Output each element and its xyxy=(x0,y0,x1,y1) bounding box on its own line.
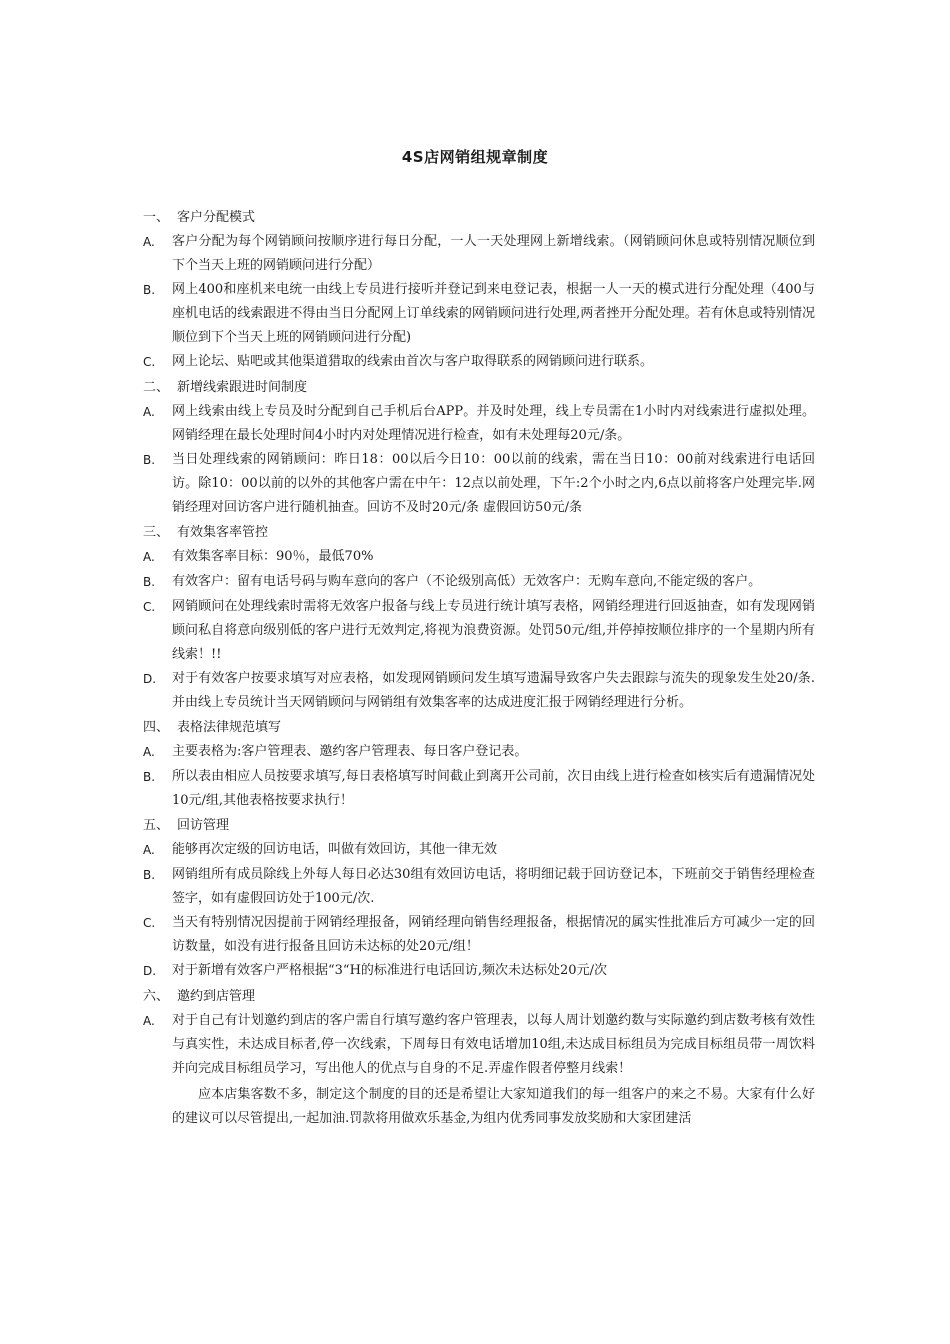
section xyxy=(143,375,815,520)
section-heading xyxy=(143,520,815,545)
item-text: 有效客户：留有电话号码与购车意向的客户（不论级别高低）无效客户：无购车意向,不能定级的客户。 xyxy=(172,574,762,589)
item-letter: A. xyxy=(143,405,155,419)
item-letter: C. xyxy=(143,355,156,369)
item-text: 当天有特别情况因提前于网销经理报备，网销经理向销售经理报备，根据情况的属实性批准后方可减少一定的回访数量，如没有进行报备且回访未达标的处20元/组！ xyxy=(172,915,815,954)
section xyxy=(143,715,815,813)
section-title: 客户分配模式 xyxy=(177,210,256,225)
section-heading xyxy=(143,715,815,740)
section-heading xyxy=(143,984,815,1009)
item-letter: B. xyxy=(143,283,156,297)
list-item xyxy=(143,400,815,448)
item-text: 所以表由相应人员按要求填写,每日表格填写时间截止到离开公司前，次日由线上进行检查如核实后有遗漏情况处10元/组,其他表格按要求执行！ xyxy=(172,769,815,808)
item-letter: B. xyxy=(143,453,156,467)
section-title: 邀约到店管理 xyxy=(177,989,256,1004)
list-item xyxy=(143,278,815,350)
item-letter: B. xyxy=(143,770,156,784)
list-item xyxy=(143,911,815,959)
item-text: 对于有效客户按要求填写对应表格，如发现网销顾问发生填写遗漏导致客户失去跟踪与流失的现象发生处20/条.并由线上专员统计当天网销顾问与网销组有效集客率的达成进度汇报于网销经理进行分析。 xyxy=(172,671,815,710)
list-item xyxy=(143,959,815,984)
item-letter: C. xyxy=(143,916,156,930)
item-letter: A. xyxy=(143,235,155,249)
item-text: 有效集客率目标：90％，最低70% xyxy=(172,549,374,564)
list-item xyxy=(143,1009,815,1081)
section-number: 二、 xyxy=(143,380,170,395)
section-number: 五、 xyxy=(143,818,170,833)
document-title: 4S店网销组规章制度 xyxy=(401,148,549,166)
section xyxy=(143,520,815,715)
item-letter: B. xyxy=(143,575,156,589)
item-text: 对于新增有效客户严格根据“3“H的标准进行电话回访,频次未达标处20元/次 xyxy=(172,963,607,978)
list-item xyxy=(143,765,815,813)
item-text: 网销顾问在处理线索时需将无效客户报备与线上专员进行统计填写表格，网销经理进行回返抽查，如有发现网销顾问私自将意向级别低的客户进行无效判定,将视为浪费资源。处罚50元/组,并停掉按顺位排序的一个星期内所有线索！!! xyxy=(172,599,815,662)
item-text: 网上论坛、贴吧或其他渠道猎取的线索由首次与客户取得联系的网销顾问进行联系。 xyxy=(172,354,654,369)
closing-paragraph: 应本店集客数不多，制定这个制度的目的还是希望让大家知道我们的每一组客户的来之不易。大家有什么好的建议可以尽管提出,一起加油.罚款将用做欢乐基金,为组内优秀同事发放奖励和大家团建活 xyxy=(172,1087,815,1126)
section-title: 回访管理 xyxy=(177,818,230,833)
section-number: 四、 xyxy=(143,720,170,735)
section-number: 六、 xyxy=(143,989,170,1004)
list-item xyxy=(143,545,815,570)
item-letter: C. xyxy=(143,600,156,614)
item-letter: A. xyxy=(143,550,155,564)
item-letter: A. xyxy=(143,843,155,857)
list-item xyxy=(143,595,815,667)
section-heading xyxy=(143,813,815,838)
section xyxy=(143,813,815,984)
section-title: 新增线索跟进时间制度 xyxy=(177,380,308,395)
section xyxy=(143,205,815,375)
list-item xyxy=(143,350,815,375)
list-item xyxy=(143,863,815,911)
section-heading xyxy=(143,205,815,230)
list-item xyxy=(143,740,815,765)
item-letter: D. xyxy=(143,964,157,978)
item-letter: A. xyxy=(143,1014,155,1028)
item-letter: D. xyxy=(143,672,157,686)
section-number: 一、 xyxy=(143,210,170,225)
section-heading xyxy=(143,375,815,400)
section xyxy=(143,984,815,1081)
item-text: 网销组所有成员除线上外每人每日必达30组有效回访电话，将明细记载于回访登记本，下班前交于销售经理检查签字，如有虚假回访处于100元/次. xyxy=(172,867,815,906)
list-item xyxy=(143,448,815,520)
item-text: 主要表格为:客户管理表、邀约客户管理表、每日客户登记表。 xyxy=(172,744,528,759)
item-text: 对于自己有计划邀约到店的客户需自行填写邀约客户管理表，以每人周计划邀约数与实际邀约到店数考核有效性与真实性，未达成目标者,停一次线索，下周每日有效电话增加10组,未达成目标组员为完成目标组员带一周饮料并向完成目标组员学习，写出他人的优点与自身的不足.弄虚作假者停整月线索！ xyxy=(172,1013,815,1076)
section-title: 有效集客率管控 xyxy=(177,525,269,540)
item-text: 网上线索由线上专员及时分配到自己手机后台APP。并及时处理，线上专员需在1小时内对线索进行虚拟处理。网销经理在最长处理时间4小时内对处理情况进行检查，如有未处理每20元/条。 xyxy=(172,404,815,443)
item-letter: A. xyxy=(143,745,155,759)
item-text: 客户分配为每个网销顾问按顺序进行每日分配，一人一天处理网上新增线索。（网销顾问休息或特别情况顺位到下个当天上班的网销顾问进行分配） xyxy=(172,234,815,273)
item-text: 网上400和座机来电统一由线上专员进行接听并登记到来电登记表，根据一人一天的模式进行分配处理（400与座机电话的线索跟进不得由当日分配网上订单线索的网销顾问进行处理,两者挫开分配处理。若有休息或特别情况顺位到下个当天上班的网销顾问进行分配) xyxy=(172,282,815,345)
list-item xyxy=(143,570,815,595)
item-text: 能够再次定级的回访电话，叫做有效回访，其他一律无效 xyxy=(172,842,498,857)
list-item xyxy=(143,667,815,715)
item-letter: B. xyxy=(143,868,156,882)
list-item xyxy=(143,230,815,278)
section-number: 三、 xyxy=(143,525,170,540)
item-text: 当日处理线索的网销顾问：昨日18：00以后今日10：00以前的线索，需在当日10：00前对线索进行电话回访。除10：00以前的以外的其他客户需在中午：12点以前处理，下午:2个小时之内,6点以前将客户处理完毕.网销经理对回访客户进行随机抽查。回访不及时20元/条 虚假回访50元/条 xyxy=(172,452,815,515)
document-body xyxy=(143,205,815,1131)
list-item xyxy=(143,838,815,863)
section-title: 表格法律规范填写 xyxy=(177,720,282,735)
